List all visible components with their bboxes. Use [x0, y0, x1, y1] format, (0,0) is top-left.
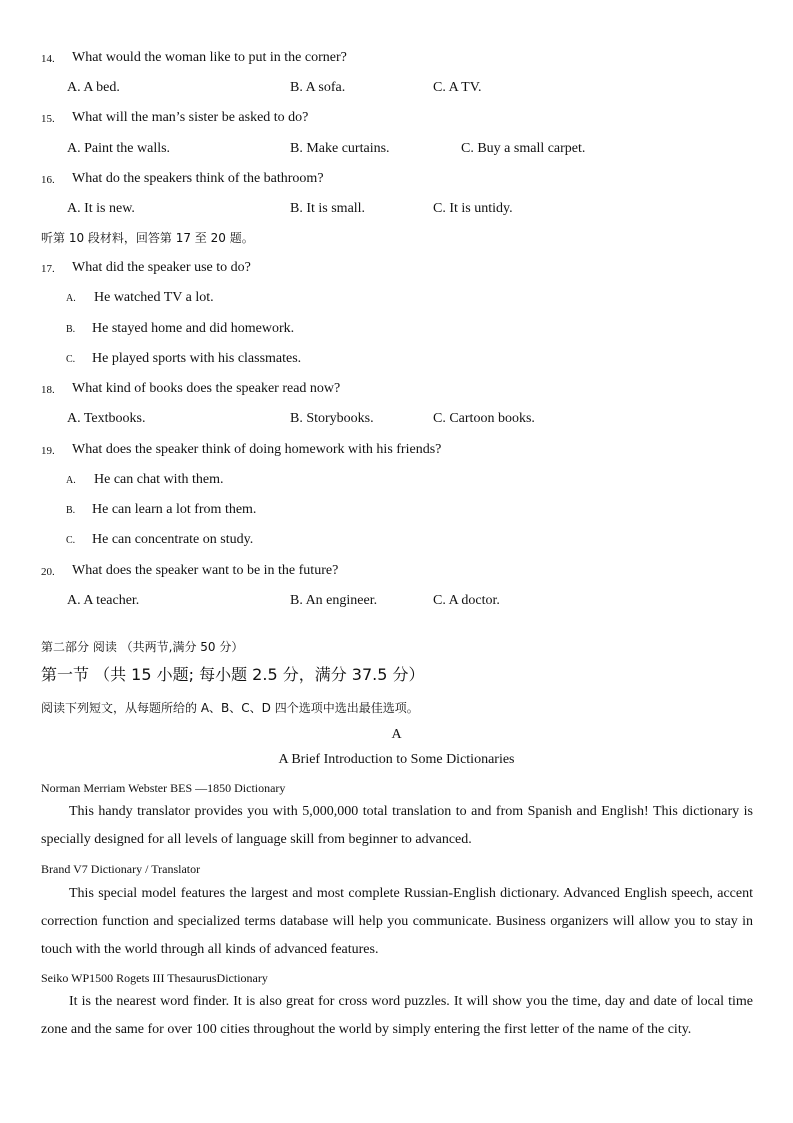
- question-text: What kind of books does the speaker read now?: [72, 381, 341, 396]
- option-letter: A.: [66, 293, 76, 304]
- option-letter: A.: [66, 475, 76, 486]
- question-number: 15.: [41, 113, 55, 125]
- question-number: 19.: [41, 445, 55, 457]
- dictionary-name: Seiko WP1500 Rogets III ThesaurusDictionary: [41, 971, 268, 985]
- option-text: He played sports with his classmates.: [92, 351, 302, 366]
- dictionary-description: It is the nearest word finder. It is also great for cross word puzzles. It will show you the time, day and date of local time zone and the same for over 100 cities throughout the world by simply entering the first letter of the name of the city.: [41, 994, 753, 1037]
- section-heading: 第一节 （共 15 小题; 每小题 2.5 分，满分 37.5 分）: [41, 665, 425, 684]
- option-text: He can chat with them.: [94, 472, 224, 487]
- question-number: 17.: [41, 263, 55, 275]
- option-b: B. An engineer.: [290, 593, 378, 608]
- dictionary-description: This handy translator provides you with 5,000,000 total translation to and from Spanish and English! This dictionary is specially designed for all levels of language skill from beginner to advanced.: [41, 804, 753, 847]
- option-text: He watched TV a lot.: [94, 290, 214, 305]
- option-letter: B.: [66, 324, 76, 335]
- option-c: C. A doctor.: [433, 593, 500, 608]
- option-text: He can learn a lot from them.: [92, 502, 257, 517]
- option-c: C. It is untidy.: [433, 201, 513, 216]
- option-b: B. A sofa.: [290, 80, 346, 95]
- option-a: A. A bed.: [67, 80, 120, 95]
- option-a: A. Paint the walls.: [67, 141, 171, 156]
- passage-letter: A: [391, 727, 402, 742]
- reading-instruction: 阅读下列短文，从每题所给的 A、B、C、D 四个选项中选出最佳选项。: [41, 701, 419, 715]
- part-heading: 第二部分 阅读 （共两节,满分 50 分）: [41, 640, 244, 654]
- option-text: He stayed home and did homework.: [92, 321, 295, 336]
- question-text: What does the speaker think of doing homework with his friends?: [72, 442, 442, 457]
- question-number: 14.: [41, 53, 55, 65]
- question-text: What did the speaker use to do?: [72, 260, 251, 275]
- question-number: 18.: [41, 384, 55, 396]
- dictionary-name: Norman Merriam Webster BES —1850 Dictionary: [41, 781, 286, 795]
- question-text: What do the speakers think of the bathroom?: [72, 171, 324, 186]
- question-number: 20.: [41, 566, 55, 578]
- option-a: A. A teacher.: [67, 593, 140, 608]
- option-letter: C.: [66, 535, 76, 546]
- question-text: What would the woman like to put in the corner?: [72, 50, 347, 65]
- option-a: A. It is new.: [67, 201, 135, 216]
- passage-title: A Brief Introduction to Some Dictionaries: [278, 752, 515, 767]
- dictionary-description: This special model features the largest and most complete Russian-English dictionary. Advanced English speech, accent correction function and specialized terms database will help you communicate. Business organizers will allow you to stay in touch with the world through all kinds of advanced features.: [41, 886, 753, 957]
- option-letter: B.: [66, 505, 76, 516]
- option-c: C. Buy a small carpet.: [461, 141, 586, 156]
- option-c: C. A TV.: [433, 80, 482, 95]
- dictionary-name: Brand V7 Dictionary / Translator: [41, 862, 201, 876]
- question-text: What will the man’s sister be asked to do?: [72, 110, 309, 125]
- question-number: 16.: [41, 174, 55, 186]
- option-a: A. Textbooks.: [67, 411, 146, 426]
- option-b: B. Storybooks.: [290, 411, 374, 426]
- option-letter: C.: [66, 354, 76, 365]
- listening-instruction: 听第 10 段材料，回答第 17 至 20 题。: [41, 231, 254, 245]
- question-text: What does the speaker want to be in the future?: [72, 563, 339, 578]
- option-b: B. It is small.: [290, 201, 366, 216]
- option-text: He can concentrate on study.: [92, 532, 254, 547]
- option-b: B. Make curtains.: [290, 141, 390, 156]
- option-c: C. Cartoon books.: [433, 411, 535, 426]
